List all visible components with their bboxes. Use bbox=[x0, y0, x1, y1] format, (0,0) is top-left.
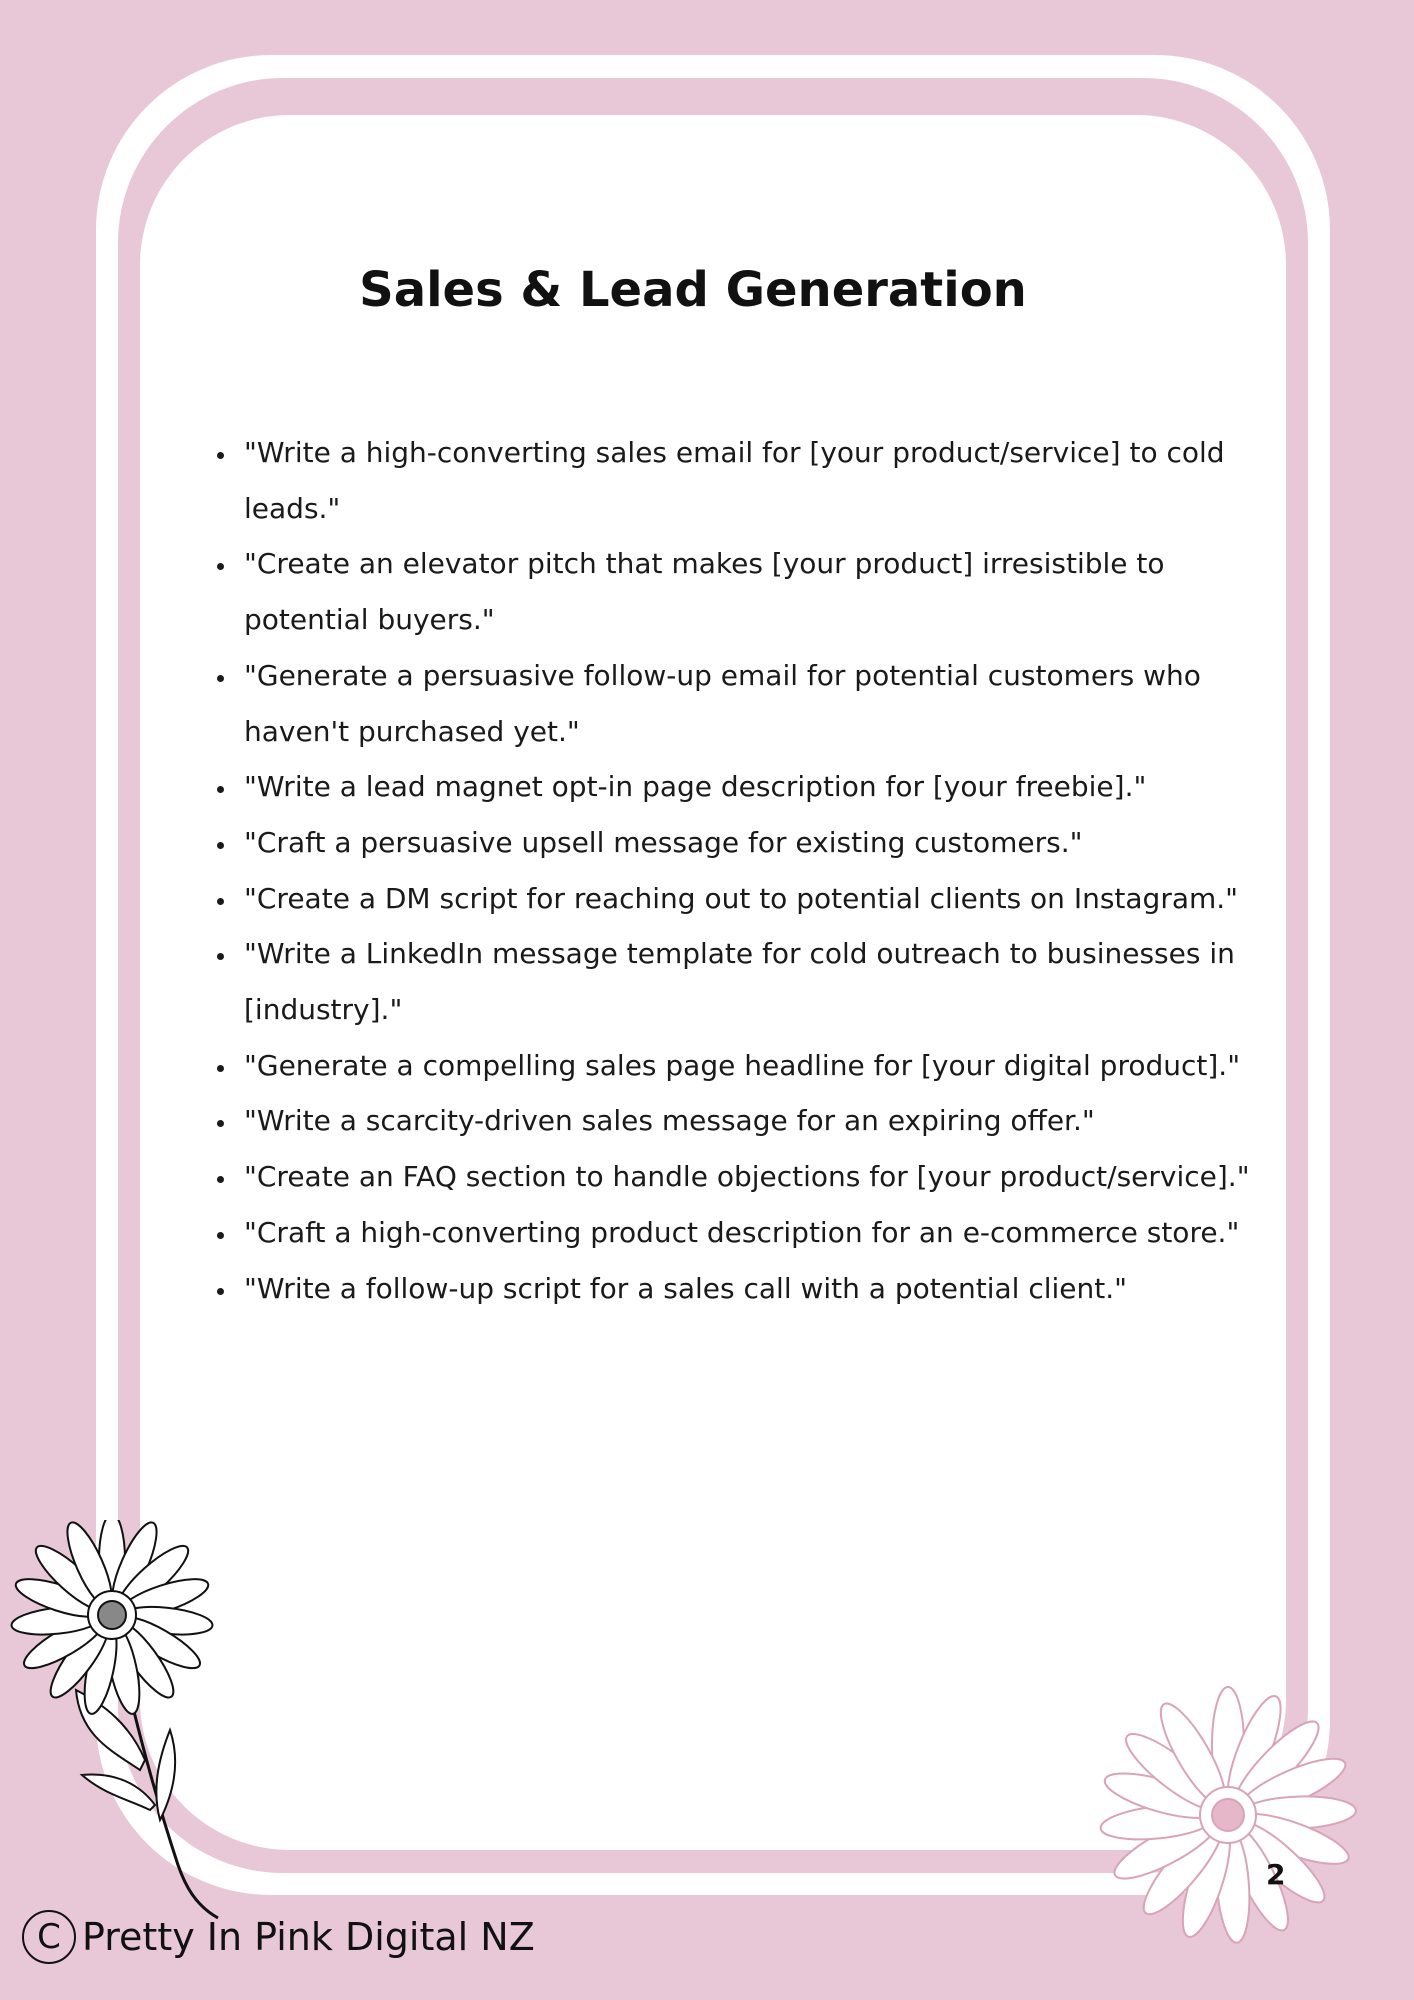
list-item: • "Write a scarcity-driven sales message for an expiring offer." bbox=[238, 1093, 1288, 1149]
list-item: • "Create an FAQ section to handle objections for [your product/service]." bbox=[238, 1149, 1288, 1205]
daisy-line-art-icon bbox=[0, 1520, 240, 1920]
page-number: 2 bbox=[1266, 1858, 1286, 1891]
pink-daisy-icon bbox=[1080, 1685, 1380, 1945]
list-item: • "Create a DM script for reaching out to potential clients on Instagram." bbox=[238, 871, 1288, 927]
list-item: • "Generate a compelling sales page headline for [your digital product]." bbox=[238, 1038, 1288, 1094]
brand-name: Pretty In Pink Digital NZ bbox=[82, 1915, 535, 1959]
list-item: • "Craft a persuasive upsell message for existing customers." bbox=[238, 815, 1288, 871]
list-item: • "Write a lead magnet opt-in page description for [your freebie]." bbox=[238, 759, 1288, 815]
footer-brand bbox=[22, 1910, 535, 1964]
prompt-list bbox=[190, 425, 1288, 1316]
list-item: • "Write a LinkedIn message template for cold outreach to businesses in [industry]." bbox=[238, 926, 1288, 1037]
list-item: • "Create an elevator pitch that makes [your product] irresistible to potential buyers." bbox=[238, 536, 1288, 647]
list-item: • "Generate a persuasive follow-up email for potential customers who haven't purchased yet." bbox=[238, 648, 1288, 759]
list-item: • "Write a follow-up script for a sales call with a potential client." bbox=[238, 1261, 1288, 1317]
page-title: Sales & Lead Generation bbox=[359, 262, 1027, 318]
list-item: • "Craft a high-converting product description for an e-commerce store." bbox=[238, 1205, 1288, 1261]
copyright-icon: C bbox=[22, 1910, 76, 1964]
list-item: • "Write a high-converting sales email for [your product/service] to cold leads." bbox=[238, 425, 1288, 536]
